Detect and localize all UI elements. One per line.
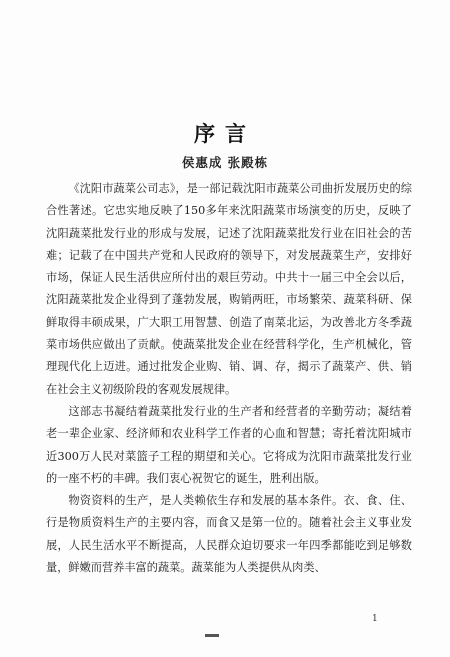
body-text [46, 178, 412, 579]
paragraph: 物资资料的生产，是人类赖依生存和发展的基本条件。衣、食、住、行是物质资料生产的主要内容，而食又是第一位的。随着社会主义事业发展，人民生活水平不断提高，人民群众迫切要求一年四季都能吃到足够数量，鲜嫩而营养丰富的蔬菜。蔬菜能为人类提供从肉类、 [46, 494, 412, 575]
authors-line: 侯惠成 张殿栋 [181, 155, 269, 170]
paragraph: 这部志书凝结着蔬菜批发行业的生产者和经营者的辛勤劳动；凝结着老一辈企业家、经济师和农业科学工作者的心血和智慧；寄托着沈阳城市近300万人民对菜篮子工程的期望和关心。它将成为沈阳市蔬菜批发行业的一座不朽的丰碑。我们衷心祝贺它的诞生，胜利出版。 [46, 404, 412, 485]
page-number: 1 [372, 614, 378, 624]
page-title: 序言 [194, 122, 256, 146]
bottom-mark [205, 634, 219, 637]
paragraph: 《沈阳市蔬菜公司志》，是一部记载沈阳市蔬菜公司曲折发展历史的综合性著述。它忠实地反映了150多年来沈阳蔬菜市场演变的历史，反映了沈阳蔬菜批发行业的形成与发展，记述了沈阳蔬菜批发行业在旧社会的苦难；记载了在中国共产党和人民政府的领导下，对发展蔬菜生产，安排好市场，保证人民生活供应所付出的艰巨劳动。中共十一届三中全会以后，沈阳蔬菜批发企业得到了蓬勃发展，购销两旺，市场繁荣、蔬菜科研、保鲜取得丰硕成果，广大职工用智慧、创造了南菜北运，为改善北方冬季蔬菜市场供应做出了贡献。使蔬菜批发企业在经营科学化，生产机械化，管理现代化上迈进。通过批发企业购、销、调、存，揭示了蔬菜产、供、销在社会主义初级阶段的客观发展规律。 [46, 182, 412, 396]
